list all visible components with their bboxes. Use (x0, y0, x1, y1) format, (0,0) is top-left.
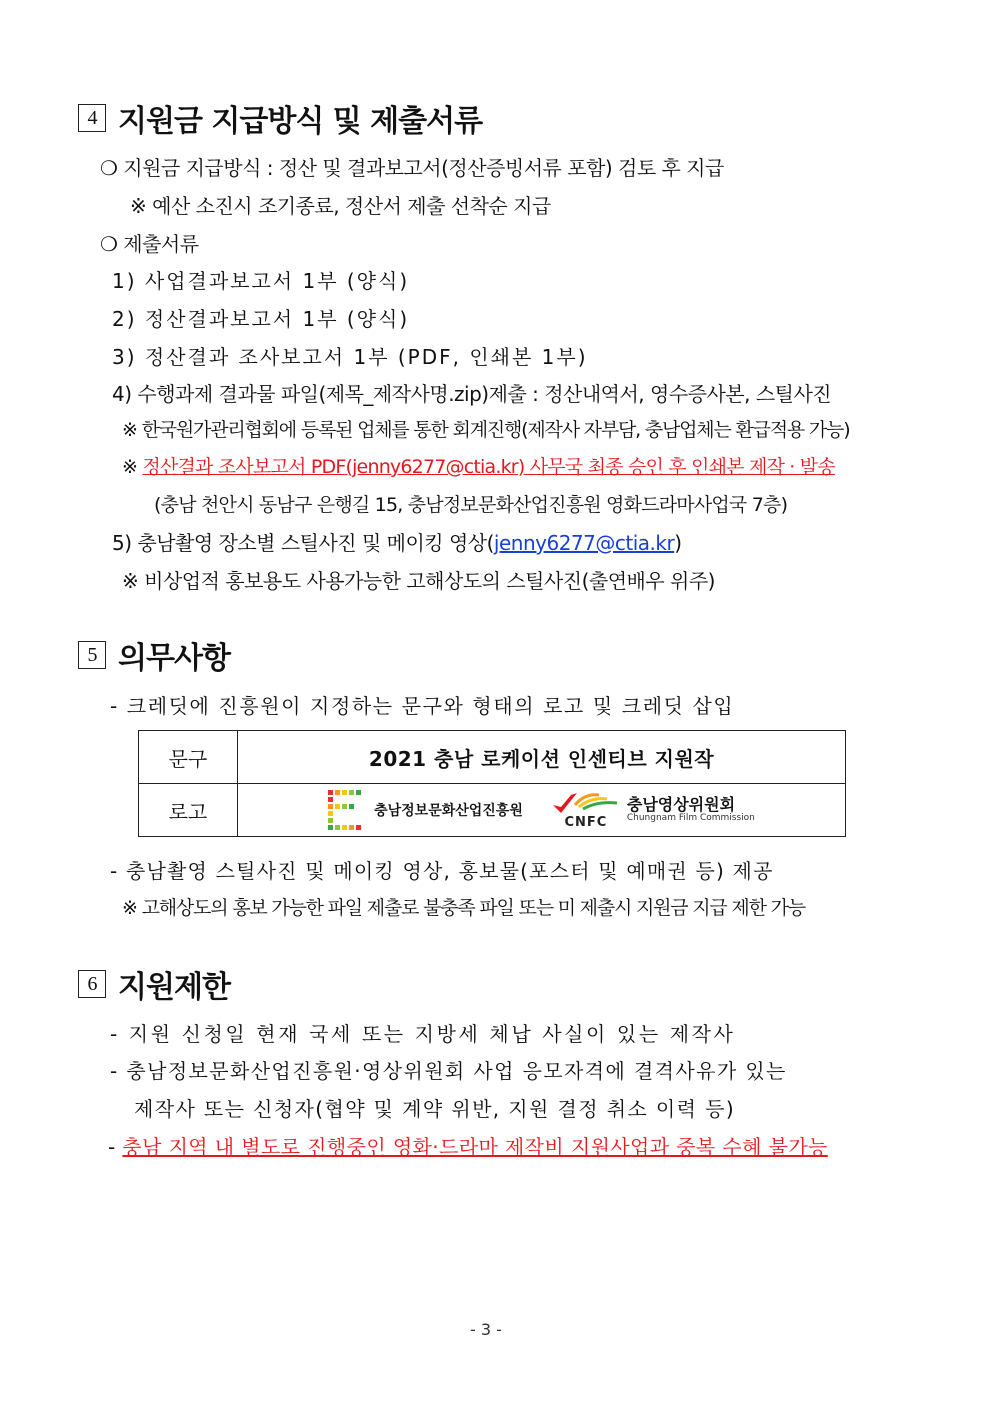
credit-requirement: - 크레딧에 진흥원이 지정하는 문구와 형태의 로고 및 크레딧 삽입 (110, 694, 735, 718)
section-number: 5 (78, 641, 106, 669)
section-title: 지원제한 (118, 970, 230, 1005)
email-link[interactable]: jenny6277@ctia.kr (493, 531, 675, 555)
list-item: 2) 정산결과보고서 1부 (양식) (112, 307, 410, 331)
reference-mark-icon: ※ (122, 569, 139, 593)
reference-mark-icon: ※ (122, 897, 137, 919)
section-5-heading (78, 633, 230, 677)
credit-table (138, 730, 846, 837)
promotion-requirement: - 충남촬영 스틸사진 및 메이킹 영상, 홍보물(포스터 및 예매권 등) 제공 (110, 859, 774, 883)
address-note: (충남 천안시 동남구 은행길 15, 충남정보문화산업진흥원 영화드라마사업국 7층) (154, 494, 788, 516)
reference-mark-icon: ※ (122, 419, 137, 441)
table-row (139, 731, 846, 784)
table-cell-label: 문구 (139, 731, 238, 784)
table-row (139, 784, 846, 837)
file-limit-note: ※ 고해상도의 홍보 가능한 파일 제출로 불충족 파일 또는 미 제출시 지원금 지급 제한 가능 (122, 897, 805, 919)
list-item: 3) 정산결과 조사보고서 1부 (PDF, 인쇄본 1부) (112, 345, 588, 369)
ctia-logo (328, 790, 523, 830)
cnfc-abbr: CNFC (564, 814, 608, 830)
documents-heading: ❍ 제출서류 (100, 232, 199, 256)
table-cell-value: 2021 충남 로케이션 인센티브 지원작 (238, 731, 846, 784)
cnfc-en-name: Chungnam Film Commission (626, 813, 755, 823)
list-item: 1) 사업결과보고서 1부 (양식) (112, 269, 410, 293)
section-4-heading (78, 96, 482, 140)
section-number: 6 (78, 970, 106, 998)
ctia-mark-icon (328, 790, 366, 830)
report-submission-note: ※ 정산결과 조사보고서 PDF(jenny6277@ctia.kr) 사무국 최종 승인 후 인쇄본 제작 · 발송 (122, 456, 835, 478)
cnfc-mark-icon (551, 791, 621, 815)
logo-cell (238, 784, 846, 837)
section-6-heading (78, 962, 230, 1006)
section-title: 지원금 지급방식 및 제출서류 (118, 104, 483, 139)
restriction-item: - 충남정보문화산업진흥원·영상위원회 사업 응모자격에 결격사유가 있는 (110, 1059, 787, 1083)
page-number: - 3 - (470, 1320, 502, 1339)
restriction-item-highlight: - 충남 지역 내 별도로 진행중인 영화·드라마 제작비 지원사업과 중복 수혜 불가능 (108, 1135, 828, 1159)
ctia-logo-text: 충남정보문화산업진흥원 (374, 803, 523, 819)
reference-mark-icon: ※ (130, 194, 147, 218)
email-link[interactable]: jenny6277@ctia.kr (352, 456, 518, 478)
restriction-item: - 지원 신청일 현재 국세 또는 지방세 체납 사실이 있는 제작사 (110, 1022, 736, 1046)
still-photo-note: ※ 비상업적 홍보용도 사용가능한 고해상도의 스틸사진(출연배우 위주) (122, 569, 715, 593)
accounting-note: ※ 한국원가관리협회에 등록된 업체를 통한 회계진행(제작사 자부담, 충남업체는 환급적용 가능) (122, 419, 850, 441)
circle-bullet-icon: ❍ (100, 156, 118, 180)
section-number: 4 (78, 104, 106, 132)
cnfc-kr-name: 충남영상위원회 (626, 795, 736, 814)
list-item: 5) 충남촬영 장소별 스틸사진 및 메이킹 영상(jenny6277@ctia.kr) (112, 531, 682, 555)
section-title: 의무사항 (118, 641, 230, 676)
table-cell-label: 로고 (139, 784, 238, 837)
payment-method-line: ❍ 지원금 지급방식 : 정산 및 결과보고서(정산증빙서류 포함) 검토 후 지급 (100, 156, 724, 180)
budget-note: ※ 예산 소진시 조기종료, 정산서 제출 선착순 지급 (130, 194, 551, 218)
cnfc-logo (551, 791, 755, 830)
reference-mark-icon: ※ (122, 456, 138, 478)
list-item: 4) 수행과제 결과물 파일(제목_제작사명.zip)제출 : 정산내역서, 영수증사본, 스틸사진 (112, 382, 832, 406)
circle-bullet-icon: ❍ (100, 232, 118, 256)
restriction-item-cont: 제작사 또는 신청자(협약 및 계약 위반, 지원 결정 취소 이력 등) (134, 1097, 736, 1121)
